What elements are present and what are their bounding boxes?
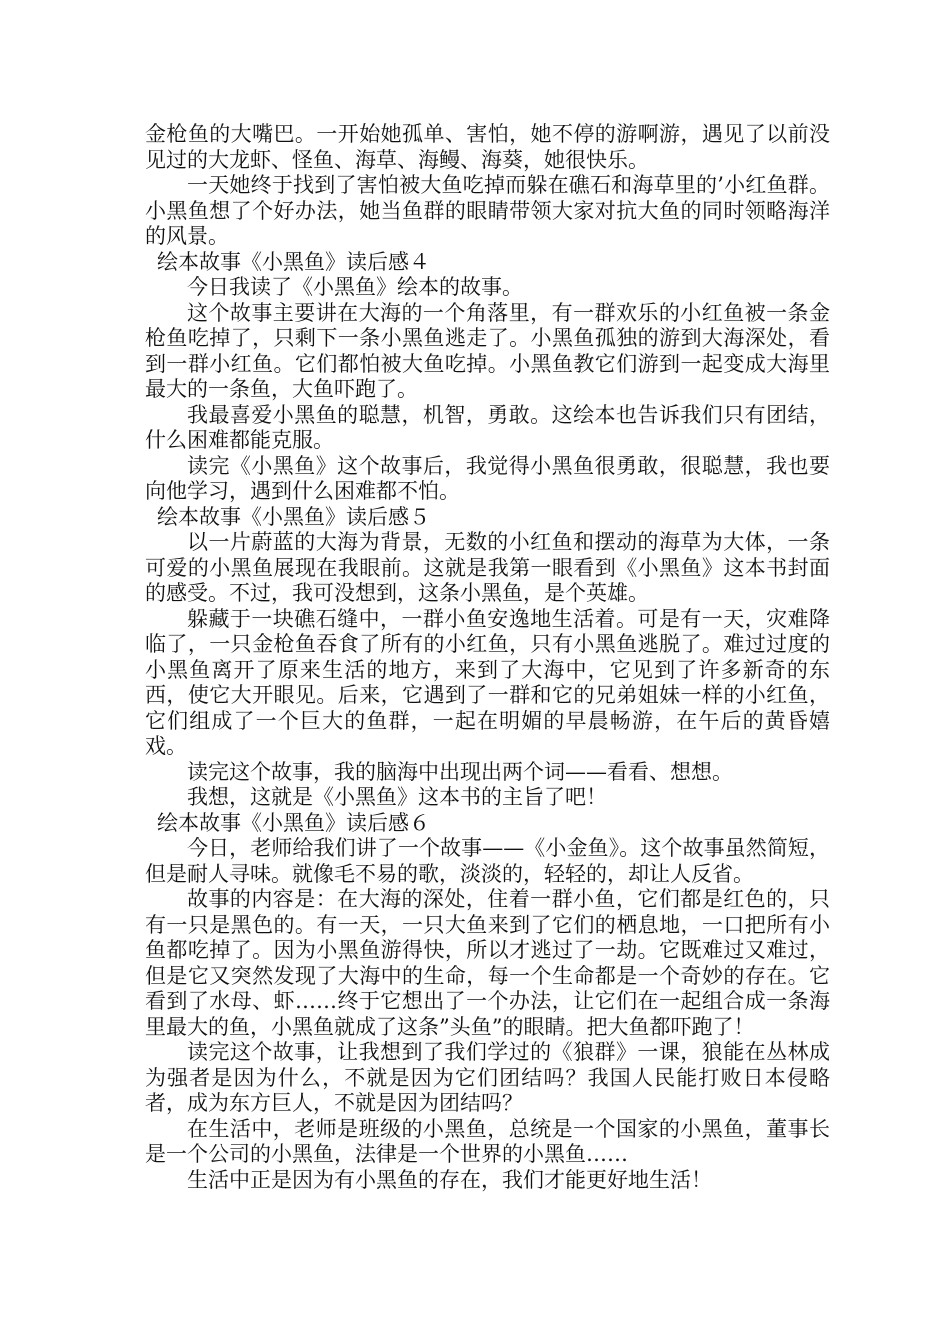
paragraph: 以一片蔚蓝的大海为背景，无数的小红鱼和摆动的海草为大体，一条可爱的小黑鱼展现在我眼前。这就是我第一眼看到《小黑鱼》这本书封面的感受。不过，我可没想到，这条小黑鱼，是个英雄。 <box>145 530 830 605</box>
paragraph: 读完《小黑鱼》这个故事后，我觉得小黑鱼很勇敢，很聪慧，我也要向他学习，遇到什么困难都不怕。 <box>145 453 830 503</box>
document-page <box>145 122 830 1193</box>
paragraph: 金枪鱼的大嘴巴。一开始她孤单、害怕，她不停的游啊游，遇见了以前没见过的大龙虾、怪鱼、海草、海鳗、海葵，她很快乐。 <box>145 122 830 172</box>
paragraph: 我想，这就是《小黑鱼》这本书的主旨了吧！ <box>187 785 607 809</box>
paragraph: 今日我读了《小黑鱼》绘本的故事。 <box>187 275 523 299</box>
paragraph: 这个故事主要讲在大海的一个角落里，有一群欢乐的小红鱼被一条金枪鱼吃掉了，只剩下一条小黑鱼逃走了。小黑鱼孤独的游到大海深处，看到一群小红鱼。它们都怕被大鱼吃掉。小黑鱼教它们游到一起变成大海里最大的一条鱼，大鱼吓跑了。 <box>145 300 830 401</box>
paragraph: 今日，老师给我们讲了一个故事——《小金鱼》。这个故事虽然简短，但是耐人寻味。就像毛不易的歌，淡淡的，轻轻的，却让人反省。 <box>145 836 830 886</box>
section-heading: 绘本故事《小黑鱼》读后感６ <box>157 810 430 835</box>
paragraph: 一天她终于找到了害怕被大鱼吃掉而躲在礁石和海草里的’小红鱼群。小黑鱼想了个好办法，她当鱼群的眼睛带领大家对抗大鱼的同时领略海洋的风景。 <box>145 173 830 248</box>
paragraph: 生活中正是因为有小黑鱼的存在，我们才能更好地生活！ <box>187 1167 712 1192</box>
paragraph: 在生活中，老师是班级的小黑鱼，总统是一个国家的小黑鱼，董事长是一个公司的小黑鱼，法律是一个世界的小黑鱼…… <box>145 1116 830 1166</box>
paragraph: 我最喜爱小黑鱼的聪慧，机智，勇敢。这绘本也告诉我们只有团结，什么困难都能克服。 <box>145 402 830 452</box>
paragraph: 躲藏于一块礁石缝中，一群小鱼安逸地生活着。可是有一天，灾难降临了，一只金枪鱼吞食了所有的小红鱼，只有小黑鱼逃脱了。难过过度的小黑鱼离开了原来生活的地方，来到了大海中，它见到了许多新奇的东西，使它大开眼见。后来，它遇到了一群和它的兄弟姐妹一样的小红鱼，它们组成了一个巨大的鱼群，一起在明媚的早晨畅游，在午后的黄昏嬉戏。 <box>145 606 830 758</box>
paragraph: 故事的内容是：在大海的深处，住着一群小鱼，它们都是红色的，只有一只是黑色的。有一天，一只大鱼来到了它们的栖息地，一口把所有小鱼都吃掉了。因为小黑鱼游得快，所以才逃过了一劫。它既难过又难过，但是它又突然发现了大海中的生命，每一个生命都是一个奇妙的存在。它看到了水母、虾……终于它想出了一个办法，让它们在一起组合成一条海里最大的鱼，小黑鱼就成了这条”头鱼”的眼睛。把大鱼都吓跑了！ <box>145 887 830 1039</box>
section-heading: 绘本故事《小黑鱼》读后感４ <box>157 249 430 274</box>
paragraph: 读完这个故事，让我想到了我们学过的《狼群》一课，狼能在丛林成为强者是因为什么，不就是因为它们团结吗？我国人民能打败日本侵略者，成为东方巨人，不就是因为团结吗？ <box>145 1040 830 1115</box>
paragraph: 读完这个故事，我的脑海中出现出两个词——看看、想想。 <box>187 759 733 784</box>
section-heading: 绘本故事《小黑鱼》读后感５ <box>157 504 430 529</box>
